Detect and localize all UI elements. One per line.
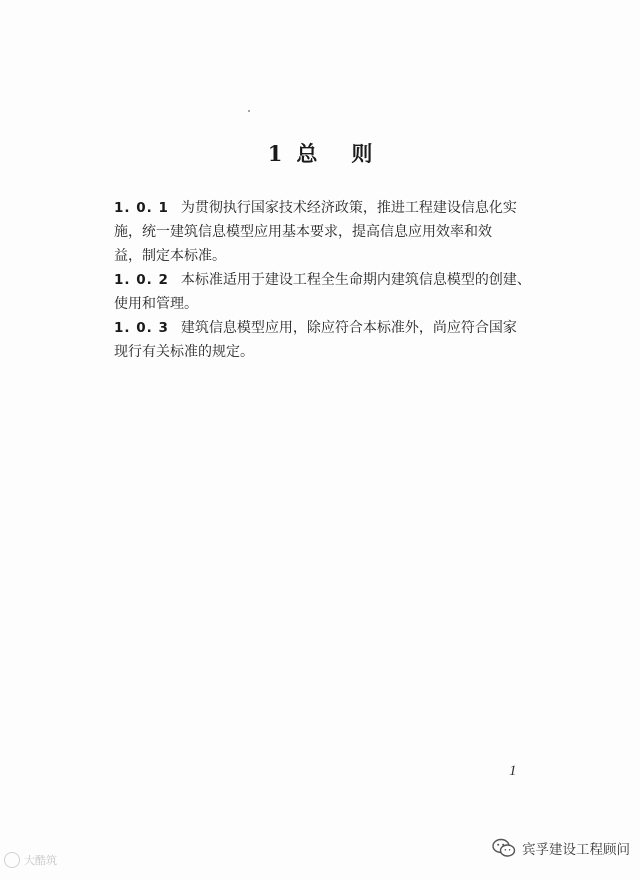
clause-1-0-2 [114, 268, 534, 316]
clause-number: 1. 0. 1 [114, 200, 169, 216]
clause-text: 为贯彻执行国家技术经济政策，推进工程建设信息化实 [180, 200, 517, 216]
watermark-left [4, 852, 57, 868]
clause-line [114, 316, 534, 340]
clause-1-0-3 [114, 316, 534, 364]
clause-number: 1. 0. 2 [114, 272, 169, 288]
clause-text: 使用和管理。 [114, 296, 198, 312]
circle-logo-icon [4, 852, 20, 868]
watermark-left-text: 大酷筑 [24, 854, 57, 867]
clause-text: 施，统一建筑信息模型应用基本要求，提高信息应用效率和效 [114, 224, 492, 240]
wechat-icon [492, 838, 516, 858]
chapter-body [114, 196, 534, 364]
clause-text: 本标准适用于建设工程全生命期内建筑信息模型的创建、 [180, 272, 531, 288]
clause-text: 益，制定本标准。 [114, 248, 226, 264]
watermark-right [492, 838, 630, 858]
clause-text: 建筑信息模型应用，除应符合本标准外，尚应符合国家 [180, 320, 517, 336]
clause-1-0-1 [114, 196, 534, 268]
clause-line [114, 268, 534, 292]
page-number: 1 [509, 763, 517, 779]
chapter-title-char-2: 则 [351, 141, 373, 166]
clause-line [114, 196, 534, 220]
chapter-title [0, 138, 640, 168]
scan-speck [248, 110, 250, 112]
chapter-number: 1 [267, 141, 283, 166]
watermark-right-text: 宾孚建设工程顾问 [522, 842, 630, 858]
clause-number: 1. 0. 3 [114, 320, 169, 336]
chapter-title-char-1: 总 [296, 141, 318, 166]
clause-text: 现行有关标准的规定。 [114, 344, 254, 360]
